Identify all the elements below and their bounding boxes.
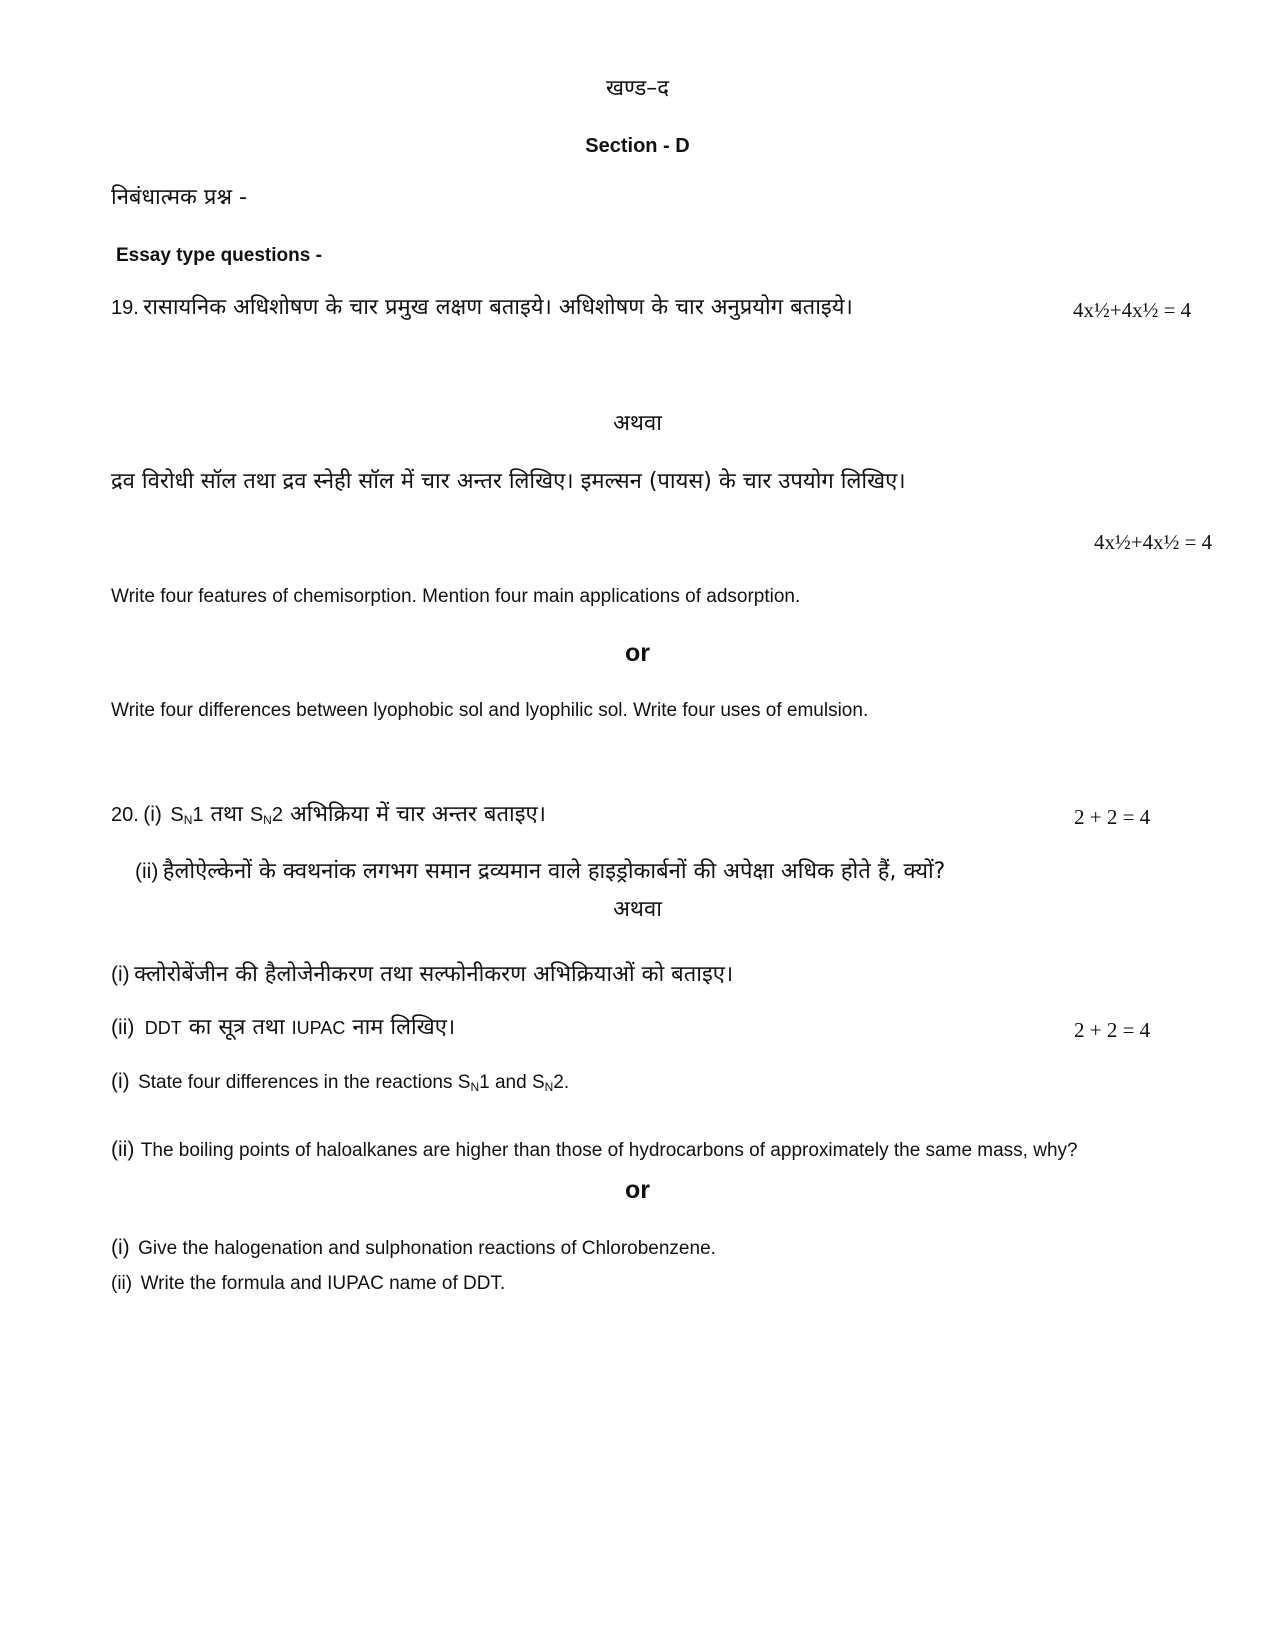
q20-alt-ii-label: (ii)	[111, 1016, 135, 1039]
q20-english-alt-i-text: Give the halogenation and sulphonation reactions of Chlorobenzene.	[138, 1238, 716, 1259]
question-type-hindi: निबंधात्मक प्रश्न -	[111, 185, 247, 210]
q19-or-hindi: अथवा	[613, 411, 662, 436]
q20-or-english: or	[625, 1176, 650, 1204]
q20-english-alt-ii-label: (ii)	[111, 1273, 133, 1294]
q20-or-hindi: अथवा	[613, 897, 662, 922]
q20-english-ii	[111, 1139, 1078, 1160]
q20-alt-i-text: क्लोरोबेंजीन की हैलोजेनीकरण तथा सल्फोनीकरण अभिक्रियाओं को बताइए।	[134, 962, 734, 987]
q20-part-ii-hindi	[135, 861, 945, 883]
q20-english-ii-label: (ii)	[111, 1138, 135, 1161]
q19-or-english: or	[625, 639, 650, 667]
section-title-hindi: खण्ड–द	[606, 76, 669, 101]
q19-alt-english: Write four differences between lyophobic sol and lyophilic sol. Write four uses of emulsion.	[111, 700, 869, 721]
q20-english-i-label: (i)	[111, 1070, 130, 1093]
q20-number: 20.	[111, 804, 139, 826]
q20-part-ii-text: हैलोऐल्केनों के क्वथनांक लगभग समान द्रव्यमान वाले हाइड्रोकार्बनों की अपेक्षा अधिक होते हैं, क्यों?	[162, 859, 946, 884]
q20-part-i-hindi: 20. (i) $S_N1$ तथा $S_N2$ अभिक्रिया में चार अन्तर बताइए।	[111, 802, 546, 827]
q20-part-i-label: (i)	[143, 803, 162, 826]
q19-alt-hindi: द्रव विरोधी सॉल तथा द्रव स्नेही सॉल में चार अन्तर लिखिए। इमल्सन (पायस) के चार उपयोग लिखिए।	[111, 469, 906, 494]
q19-number: 19.	[111, 297, 139, 319]
q20-english-i: (i) State four differences in the reactions $S_N1$ and $S_N2$.	[111, 1070, 570, 1094]
q19-english: Write four features of chemisorption. Mention four main applications of adsorption.	[111, 586, 801, 607]
q20-alt-ii-hindi: (ii) DDT का सूत्र तथा IUPAC नाम लिखिए।	[111, 1015, 456, 1040]
q19-hindi	[111, 297, 853, 319]
q20-english-alt-ii	[111, 1274, 505, 1293]
q19-hindi-text: रासायनिक अधिशोषण के चार प्रमुख लक्षण बताइये। अधिशोषण के चार अनुप्रयोग बताइये।	[143, 295, 853, 320]
section-title-english: Section - D	[585, 135, 690, 157]
q19-alt-marks: 4x½+4x½ = 4	[1094, 530, 1213, 554]
q20-alt-marks: 2 + 2 = 4	[1074, 1018, 1151, 1042]
q20-alt-i-hindi	[111, 964, 733, 986]
q19-marks: 4x½+4x½ = 4	[1073, 298, 1192, 322]
question-type-english: Essay type questions -	[116, 245, 322, 266]
q20-english-alt-ii-text: Write the formula and IUPAC name of DDT.	[140, 1273, 506, 1294]
q20-english-ii-text: The boiling points of haloalkanes are higher than those of hydrocarbons of approximately the same mass, why?	[140, 1140, 1078, 1161]
q20-part-ii-label: (ii)	[135, 860, 159, 883]
q20-english-alt-i	[111, 1237, 716, 1258]
q20-english-alt-i-label: (i)	[111, 1236, 130, 1259]
q20-part-i-text: अभिक्रिया में चार अन्तर बताइए।	[282, 802, 546, 827]
q20-marks: 2 + 2 = 4	[1074, 805, 1151, 829]
q20-alt-i-label: (i)	[111, 963, 130, 986]
sn-symbol: S	[170, 804, 184, 826]
